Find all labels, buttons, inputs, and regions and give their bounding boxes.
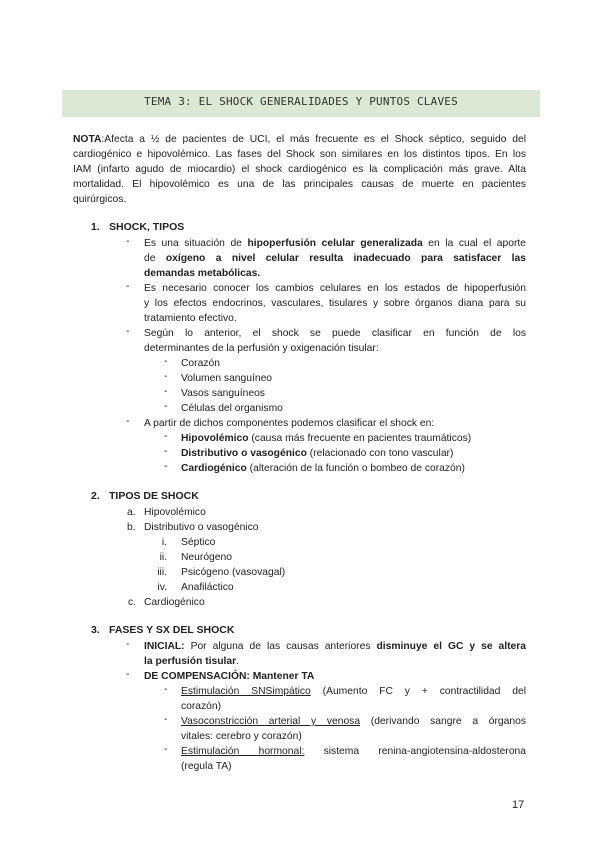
roman-marker: ii. <box>159 552 167 563</box>
bold-text: Hipovolémico <box>181 433 249 444</box>
s1-b2-line-3: tratamiento efectivo. <box>144 313 237 324</box>
s3-comp-item-2-cont: vitales: cerebro y corazón) <box>181 731 302 742</box>
bold-text: disminuye el GC y se altera <box>376 641 527 652</box>
list-item: Células del organismo <box>181 403 283 414</box>
list-item: Anafiláctico <box>181 582 234 593</box>
page-number: 17 <box>512 799 525 811</box>
dash-bullet: - <box>164 386 168 397</box>
s1-b3-line-2: determinantes de la perfusión y oxigenación tisular: <box>144 343 379 354</box>
text: (Aumento FC y + contractilidad del <box>310 686 527 697</box>
dash-bullet: - <box>164 744 168 755</box>
dash-bullet: - <box>126 639 130 650</box>
bold-text: la perfusión tisular <box>144 656 237 667</box>
text: (causa más frecuente en pacientes traumáticos) <box>248 433 472 444</box>
text: Por alguna de las causas anteriores <box>184 641 377 652</box>
bold-text: hipoperfusión celular generalizada <box>247 238 423 249</box>
text: sistema renina-angiotensina-aldosterona <box>304 746 526 757</box>
text: . <box>236 656 239 667</box>
dash-bullet: - <box>164 371 168 382</box>
dash-bullet: - <box>164 401 168 412</box>
dash-bullet: - <box>126 416 130 427</box>
bold-text: INICIAL: <box>144 641 185 652</box>
s1-b2-line-2: y los efectos endocrinos, vasculares, tisulares y sobre órganos diana para su <box>144 298 526 309</box>
list-item: Neurógeno <box>181 552 232 563</box>
roman-marker: iv. <box>157 582 167 593</box>
dash-bullet: - <box>164 714 168 725</box>
s3-comp-item-1-cont: corazón) <box>181 701 222 712</box>
list-item: Séptico <box>181 537 216 548</box>
list-item: Psicógeno (vasovagal) <box>181 567 286 578</box>
s1-b1-line-3: demandas metabólicas. <box>144 268 261 279</box>
list-item: Hipovolémico <box>144 507 206 518</box>
nota-line-4: mortalidad. El hipovolémico es una de las principales causas de muerte en pacientes <box>73 179 526 190</box>
list-item: Cardiogénico <box>144 597 205 608</box>
section-2-number: 2. <box>91 490 100 502</box>
roman-marker: iii. <box>157 567 167 578</box>
text: en la cual el aporte <box>422 238 526 249</box>
section-1-title: SHOCK, TIPOS <box>109 221 185 233</box>
dash-bullet: - <box>126 236 130 247</box>
s1-b1-line-1 <box>144 236 526 251</box>
text: Es una situación de <box>144 238 248 249</box>
dash-bullet: - <box>164 431 168 442</box>
s1-b2-line-1: Es necesario conocer los cambios celulares en los estados de hipoperfusión <box>144 283 526 294</box>
underlined-text: Vasoconstricción arterial y venosa <box>181 716 361 727</box>
list-item: Distributivo o vasogénico <box>144 522 259 533</box>
section-2-title: TIPOS DE SHOCK <box>109 490 199 502</box>
dash-bullet: - <box>164 446 168 457</box>
list-item <box>181 461 465 476</box>
list-marker: c. <box>128 597 137 608</box>
list-marker: b. <box>127 522 136 533</box>
text: de <box>144 253 166 264</box>
s3-compensacion-label: DE COMPENSACIÓN: Mantener TA <box>144 671 315 682</box>
underlined-text: Estimulación SNSimpático <box>181 686 311 697</box>
s3-comp-item-1 <box>181 684 526 699</box>
s3-inicial-line-2 <box>144 654 239 669</box>
section-3-number: 3. <box>91 624 100 636</box>
nota-line-3: IAM (infarto agudo de miocardio) el shock cardiogénico es la complicación más grave. Alta <box>73 164 526 175</box>
dash-bullet: - <box>126 669 130 680</box>
s1-b1-line-2 <box>144 251 526 266</box>
section-1-number: 1. <box>91 221 100 233</box>
dash-bullet: - <box>126 326 130 337</box>
nota-line-5: quirúrgicos. <box>73 194 127 205</box>
list-item: Vasos sanguíneos <box>181 388 265 399</box>
roman-marker: i. <box>161 537 167 548</box>
dash-bullet: - <box>164 684 168 695</box>
text: (alteración de la función o bombeo de corazón) <box>246 463 465 474</box>
s3-inicial-line-1 <box>144 639 526 654</box>
nota-line-1 <box>73 132 526 147</box>
underlined-text: Estimulación hormonal: <box>181 746 305 757</box>
s3-comp-item-3-cont: (regula TA) <box>181 761 232 772</box>
text: (derivando sangre a órganos <box>360 716 526 727</box>
text: (relacionado con tono vascular) <box>306 448 454 459</box>
nota-label: NOTA <box>73 134 102 145</box>
bold-text: Distributivo o vasogénico <box>181 448 307 459</box>
s1-b3-line-1: Según lo anterior, el shock se puede clasificar en función de los <box>144 328 526 339</box>
list-item <box>181 431 471 446</box>
dash-bullet: - <box>164 356 168 367</box>
section-3-title: FASES Y SX DEL SHOCK <box>109 624 235 636</box>
list-item: Corazón <box>181 358 220 369</box>
bold-text: Cardiogénico <box>181 463 247 474</box>
nota-line-2: cardiogénico e hipovolémico. Las fases del Shock son similares en los distintos tipos. En los <box>73 149 526 160</box>
list-item <box>181 446 453 461</box>
dash-bullet: - <box>126 281 130 292</box>
nota-text: :Afecta a ½ de pacientes de UCI, el más frecuente es el Shock séptico, seguido del <box>101 134 526 145</box>
bold-text: oxígeno a nivel celular resulta inadecuado para satisfacer las <box>165 253 526 264</box>
list-item: Volumen sanguíneo <box>181 373 273 384</box>
list-marker: a. <box>127 507 136 518</box>
title-banner <box>62 90 540 117</box>
s1-b4-line-1: A partir de dichos componentes podemos clasificar el shock en: <box>144 418 435 429</box>
s3-comp-item-2 <box>181 714 526 729</box>
page-title: TEMA 3: EL SHOCK GENERALIDADES Y PUNTOS CLAVES <box>144 95 458 108</box>
dash-bullet: - <box>164 461 168 472</box>
s3-comp-item-3 <box>181 744 526 759</box>
